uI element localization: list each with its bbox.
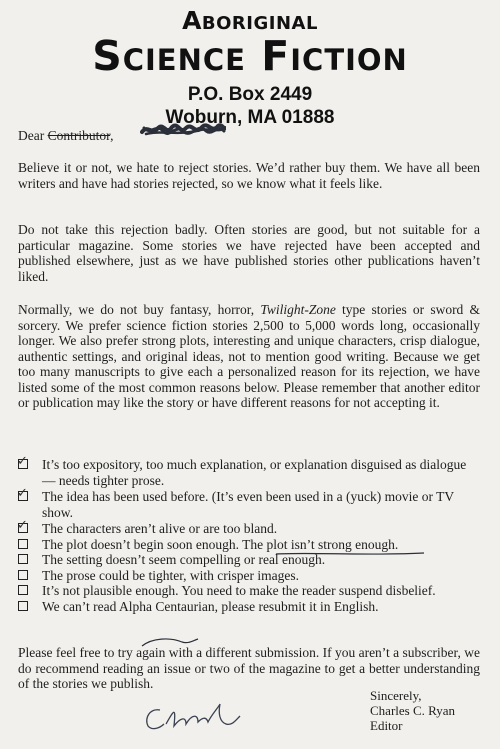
salutation-prefix: Dear xyxy=(18,128,48,143)
reason-item xyxy=(17,486,480,520)
reason-text: The idea has been used before. (It’s even been used in a (yuck) movie or TV show. xyxy=(42,489,454,520)
checkbox-icon xyxy=(18,585,28,595)
reason-item xyxy=(17,454,480,488)
reason-text: The plot doesn’t begin soon enough. The plot isn’t strong enough. xyxy=(42,536,399,552)
reason-text: The characters aren’t alive or are too bland. xyxy=(42,521,278,536)
paragraph-2: Do not take this rejection badly. Often stories are good, but not suitable for a particular magazine. Some stories we have rejected have been accepted and published elsewhere, just as we have published stories other publications haven’t liked. xyxy=(18,222,480,284)
handwritten-signature xyxy=(140,700,265,734)
checkbox-icon xyxy=(18,570,28,580)
salutation-struck-word: Contributor xyxy=(47,128,111,143)
handwritten-underline xyxy=(275,551,425,557)
paragraph-3-italic: Twilight-Zone xyxy=(260,302,336,317)
check-mark-icon: ✓ xyxy=(17,486,28,501)
checkbox-icon xyxy=(18,601,28,611)
checkbox-icon xyxy=(18,554,28,564)
salutation-suffix: , xyxy=(110,128,114,143)
check-mark-icon: ✓ xyxy=(17,454,28,469)
paragraph-3 xyxy=(18,302,480,411)
address-line2: Woburn, MA 01888 xyxy=(165,107,335,128)
reason-text: It’s not plausible enough. You need to make the reader suspend disbelief. xyxy=(42,583,436,598)
reason-text: The prose could be tighter, with crisper images. xyxy=(42,567,300,583)
rejection-reasons-checklist xyxy=(17,454,480,614)
valediction: Sincerely, xyxy=(370,688,422,703)
paragraph-4: Please feel free to try again with a different submission. If you aren’t a subscriber, we do recommend reading an issue or two of the magazine to get a better understanding of the stories we publish. xyxy=(18,645,480,691)
reason-text: We can’t read Alpha Centaurian, please resubmit it in English. xyxy=(42,598,379,614)
reason-text: The setting doesn’t seem compelling or real enough. xyxy=(42,552,326,567)
reason-item xyxy=(18,568,480,584)
signer-title: Editor xyxy=(370,718,403,733)
paragraph-3-start: Normally, we do not buy fantasy, horror, xyxy=(18,302,261,317)
paragraph-3-end: type stories or sword & sorcery. We prefer science fiction stories 2,500 to 5,000 words long, occasionally longer. We also prefer strong plots, interesting and unique characters, crisp dialogue, authentic settings, and original ideas, not to mention good writing. Because we get too many manuscripts to give each a personalized reason for its rejection, we have listed some of the most common reasons below. Please remember that another editor or publication may like the story or have different reasons for not accepting it. xyxy=(18,302,480,410)
masthead-line2: Science Fiction xyxy=(92,32,408,80)
reason-item xyxy=(17,518,480,537)
reason-item xyxy=(18,583,480,599)
closing-block xyxy=(370,688,455,733)
signer-name: Charles C. Ryan xyxy=(370,703,456,718)
masthead-line1: Aboriginal xyxy=(182,6,318,35)
reason-text: It’s too expository, too much explanation, or explanation disguised as dialogue — needs tighter prose. xyxy=(42,457,467,488)
paragraph-1: Believe it or not, we hate to reject stories. We’d rather buy them. We have all been writers and have had stories rejected, so we know what it feels like. xyxy=(18,160,480,191)
reason-item xyxy=(18,537,480,553)
address-line1: P.O. Box 2449 xyxy=(187,84,313,105)
salutation xyxy=(18,128,113,144)
check-mark-icon: ✓ xyxy=(17,518,28,533)
redacted-name-scribble xyxy=(140,118,226,140)
reason-item xyxy=(18,599,480,615)
checkbox-icon xyxy=(18,539,28,549)
